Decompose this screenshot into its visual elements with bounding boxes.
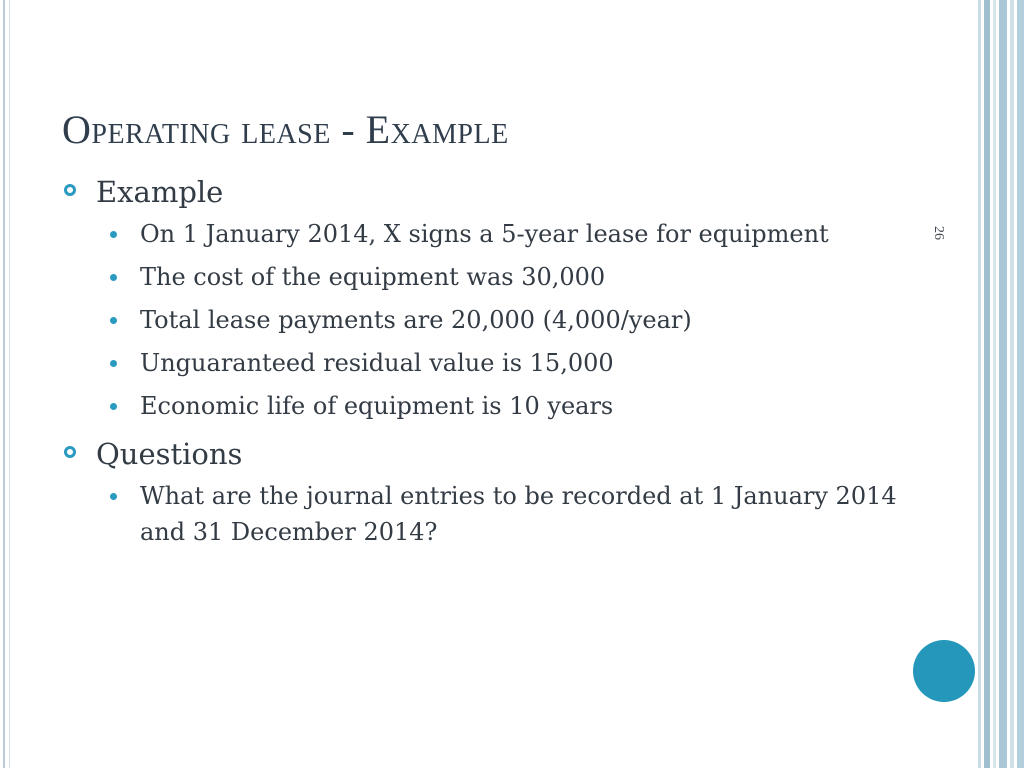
dot-bullet-icon [110, 403, 117, 410]
left-border-line [3, 0, 5, 768]
list-item-text: Economic life of equipment is 10 years [140, 392, 614, 420]
ring-bullet-icon [64, 184, 76, 196]
right-decorative-stripe [978, 0, 981, 768]
dot-bullet-icon [110, 317, 117, 324]
section-heading-text: Example [96, 175, 224, 209]
ring-bullet-icon [64, 446, 76, 458]
bullet-list [62, 216, 942, 424]
list-item [62, 216, 942, 252]
right-decorative-stripe [999, 0, 1007, 768]
list-item-text: Total lease payments are 20,000 (4,000/year) [140, 306, 692, 334]
slide-title: Operating lease - Example [62, 107, 509, 152]
list-item-text: What are the journal entries to be recorded at 1 January 2014 and 31 December 2014? [140, 482, 897, 546]
dot-bullet-icon [110, 231, 117, 238]
left-border-line [9, 0, 10, 768]
dot-bullet-icon [110, 493, 117, 500]
decorative-circle [913, 640, 975, 702]
right-decorative-stripe [993, 0, 996, 768]
page-number: 26 [931, 226, 946, 240]
list-item [62, 302, 942, 338]
slide-content [62, 170, 942, 558]
list-item [62, 345, 942, 381]
list-item [62, 388, 942, 424]
section-heading-example [62, 170, 942, 214]
right-decorative-stripe [1017, 0, 1024, 768]
list-item-text: The cost of the equipment was 30,000 [140, 263, 606, 291]
dot-bullet-icon [110, 360, 117, 367]
list-item [62, 259, 942, 295]
dot-bullet-icon [110, 274, 117, 281]
bullet-list [62, 478, 942, 550]
section-heading-text: Questions [96, 437, 243, 471]
section-heading-questions [62, 432, 942, 476]
right-decorative-stripe [1010, 0, 1014, 768]
list-item-text: On 1 January 2014, X signs a 5-year lease for equipment [140, 220, 829, 248]
list-item-text: Unguaranteed residual value is 15,000 [140, 349, 614, 377]
right-decorative-stripe [984, 0, 990, 768]
list-item [62, 478, 942, 550]
